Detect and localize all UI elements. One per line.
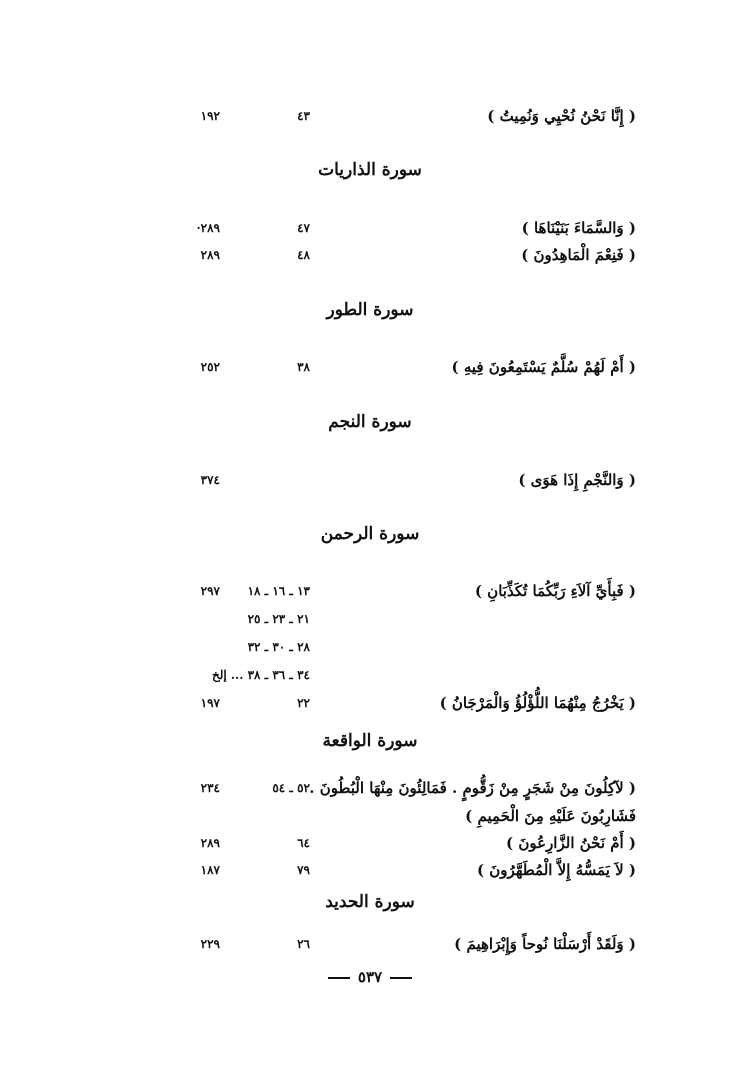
page-reference: ٢٢٩ xyxy=(200,937,220,951)
verse-text: ( أَمْ نَحْنُ الزَّارِعُونَ ) xyxy=(506,834,636,852)
index-row xyxy=(0,216,740,242)
page-number xyxy=(0,968,740,986)
verse-text: ( يَخْرُجُ مِنْهُمَا اللُّؤْلُؤُ وَالْمَرْجَانُ ) xyxy=(439,694,636,712)
page-reference: ٢٥٢ xyxy=(200,360,220,374)
index-row xyxy=(0,932,740,958)
index-row xyxy=(0,243,740,269)
surah-heading: سورة الطور xyxy=(326,300,414,320)
surah-heading: سورة الذاريات xyxy=(318,160,422,180)
index-row xyxy=(0,663,740,689)
verse-text: ( إِنَّا نَحْنُ نُحْيِي وَنُمِيتُ ) xyxy=(487,107,636,125)
page-reference: ١٩٧ xyxy=(200,696,220,710)
verse-text: ( وَالنَّجْمِ إِذَا هَوَى ) xyxy=(518,471,636,489)
verse-text: ( فَنِعْمَ الْمَاهِدُونَ ) xyxy=(521,246,636,264)
verse-continuation: فَشَارِبُونَ عَلَيْهِ مِنَ الْحَمِيمِ ) xyxy=(465,807,636,825)
ayah-number: ٦٤ xyxy=(297,836,310,850)
ayah-number: ٢١ ـ ٢٣ ـ ٢٥ xyxy=(247,612,310,626)
verse-text: ( لاَ يَمَسُّهُ إِلاَّ الْمُطَهَّرُونَ ) xyxy=(476,861,636,879)
index-row xyxy=(0,776,740,802)
ayah-number: ٤٧ xyxy=(297,221,310,235)
surah-heading: سورة النجم xyxy=(328,412,412,432)
page-number-text: ٥٣٧ xyxy=(357,968,383,986)
index-row xyxy=(0,579,740,605)
ayah-number: ٤٣ xyxy=(297,109,310,123)
index-row xyxy=(0,635,740,661)
surah-heading: سورة الرحمن xyxy=(320,524,420,544)
ayah-number: ١٣ ـ ١٦ ـ ١٨ xyxy=(247,584,310,598)
index-row xyxy=(0,804,740,830)
dash-left xyxy=(328,977,350,979)
index-row xyxy=(0,104,740,130)
dash-right xyxy=(390,977,412,979)
ayah-number: ٥٢ ـ ٥٤ xyxy=(272,781,310,795)
ayah-number: ٢٦ xyxy=(297,937,310,951)
index-row xyxy=(0,355,740,381)
surah-heading: سورة الواقعة xyxy=(322,731,418,751)
page-reference: ١٩٢ xyxy=(200,109,220,123)
verse-text: ( لآكِلُونَ مِنْ شَجَرٍ مِنْ زَقُّومٍ . فَمَالِئُونَ مِنْهَا الْبُطُونَ . xyxy=(309,779,636,797)
ayah-number: ٣٨ xyxy=(297,360,310,374)
index-row xyxy=(0,831,740,857)
verse-text: ( أَمْ لَهُمْ سُلَّمٌ يَسْتَمِعُونَ فِيهِ ) xyxy=(451,358,636,376)
page-reference: ٢٨٩ xyxy=(200,836,220,850)
surah-heading: سورة الحديد xyxy=(325,892,415,912)
page-reference: ٢٨٩· xyxy=(196,221,220,235)
index-row xyxy=(0,607,740,633)
ayah-number: ٢٨ ـ ٣٠ ـ ٣٢ xyxy=(247,640,310,654)
ayah-number: ٢٢ xyxy=(297,696,310,710)
index-row xyxy=(0,858,740,884)
verse-text: ( وَالسَّمَاءَ بَنَيْنَاهَا ) xyxy=(521,219,636,237)
index-row xyxy=(0,691,740,717)
verse-text: ( فَبِأَيِّ آلاَءِ رَبِّكُمَا تُكَذِّبَانِ ) xyxy=(474,582,636,600)
ayah-number: ٧٩ xyxy=(297,863,310,877)
page-reference: ٢٣٤ xyxy=(200,781,220,795)
page-reference: ٣٧٤ xyxy=(200,473,220,487)
page-reference: ٢٩٧ xyxy=(200,584,220,598)
page-reference: ٢٨٩ xyxy=(200,248,220,262)
ayah-number: ٤٨ xyxy=(297,248,310,262)
index-row xyxy=(0,468,740,494)
page-reference: ١٨٧ xyxy=(200,863,220,877)
verse-text: ( وَلَقَدْ أَرْسَلْنَا نُوحاً وَإِبْرَاهِيمَ ) xyxy=(454,935,636,953)
ayah-number: ٣٤ ـ ٣٦ ـ ٣٨ ... إلخ xyxy=(211,668,310,682)
